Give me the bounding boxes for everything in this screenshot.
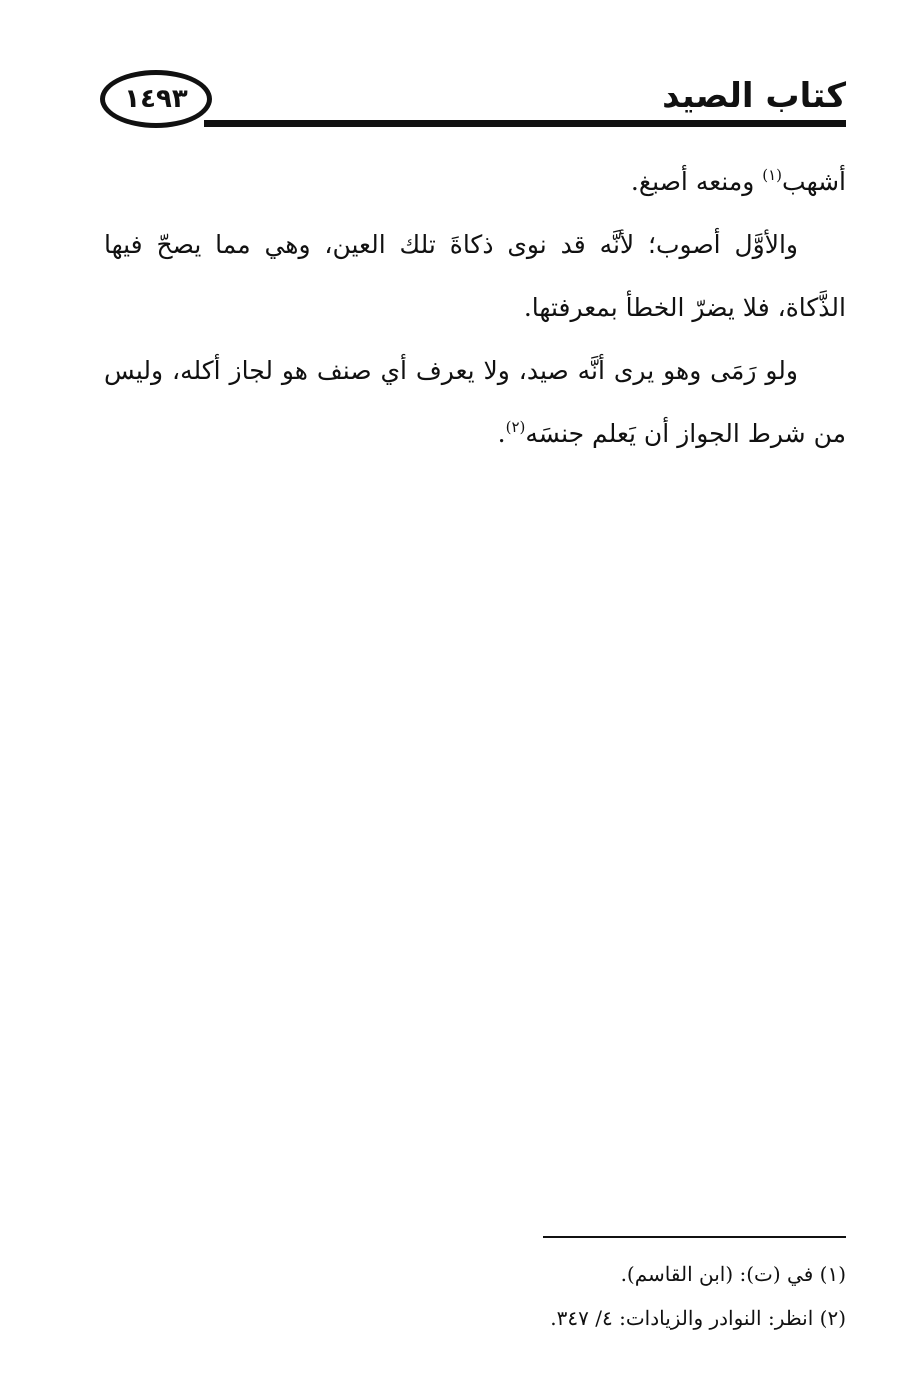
paragraph-3 bbox=[104, 339, 846, 465]
main-text bbox=[104, 150, 846, 465]
footnote-rule bbox=[543, 1236, 846, 1238]
paragraph-3-text: ولو رَمَى وهو يرى أنَّه صيد، ولا يعرف أي صنف هو لجاز أكله، وليس من شرط الجواز أن يَعلم جنسَه bbox=[104, 356, 846, 448]
paragraph-1 bbox=[104, 150, 846, 213]
paragraph-1-text: أشهب bbox=[782, 167, 846, 196]
footnote-ref-2: (٢) bbox=[505, 418, 526, 436]
header-rule bbox=[204, 120, 846, 127]
page-number: ١٤٩٣ bbox=[124, 84, 188, 114]
footnote-ref-1: (١) bbox=[762, 166, 783, 184]
running-title: كتاب الصيد bbox=[662, 76, 846, 116]
footnotes bbox=[246, 1252, 846, 1340]
paragraph-1-tail: ومنعه أصبغ. bbox=[630, 167, 763, 196]
paragraph-3-tail: . bbox=[497, 419, 506, 448]
footnote-2: (٢) انظر: النوادر والزيادات: ٤/ ٣٤٧. bbox=[550, 1306, 846, 1330]
footnote-1: (١) في (ت): (ابن القاسم). bbox=[620, 1262, 846, 1286]
paragraph-2: والأوَّل أصوب؛ لأنَّه قد نوى ذكاةَ تلك العين، وهي مما يصحّ فيها الذَّكاة، فلا يضرّ الخطأ بمعرفتها. bbox=[104, 230, 846, 322]
page-number-badge bbox=[100, 70, 212, 128]
